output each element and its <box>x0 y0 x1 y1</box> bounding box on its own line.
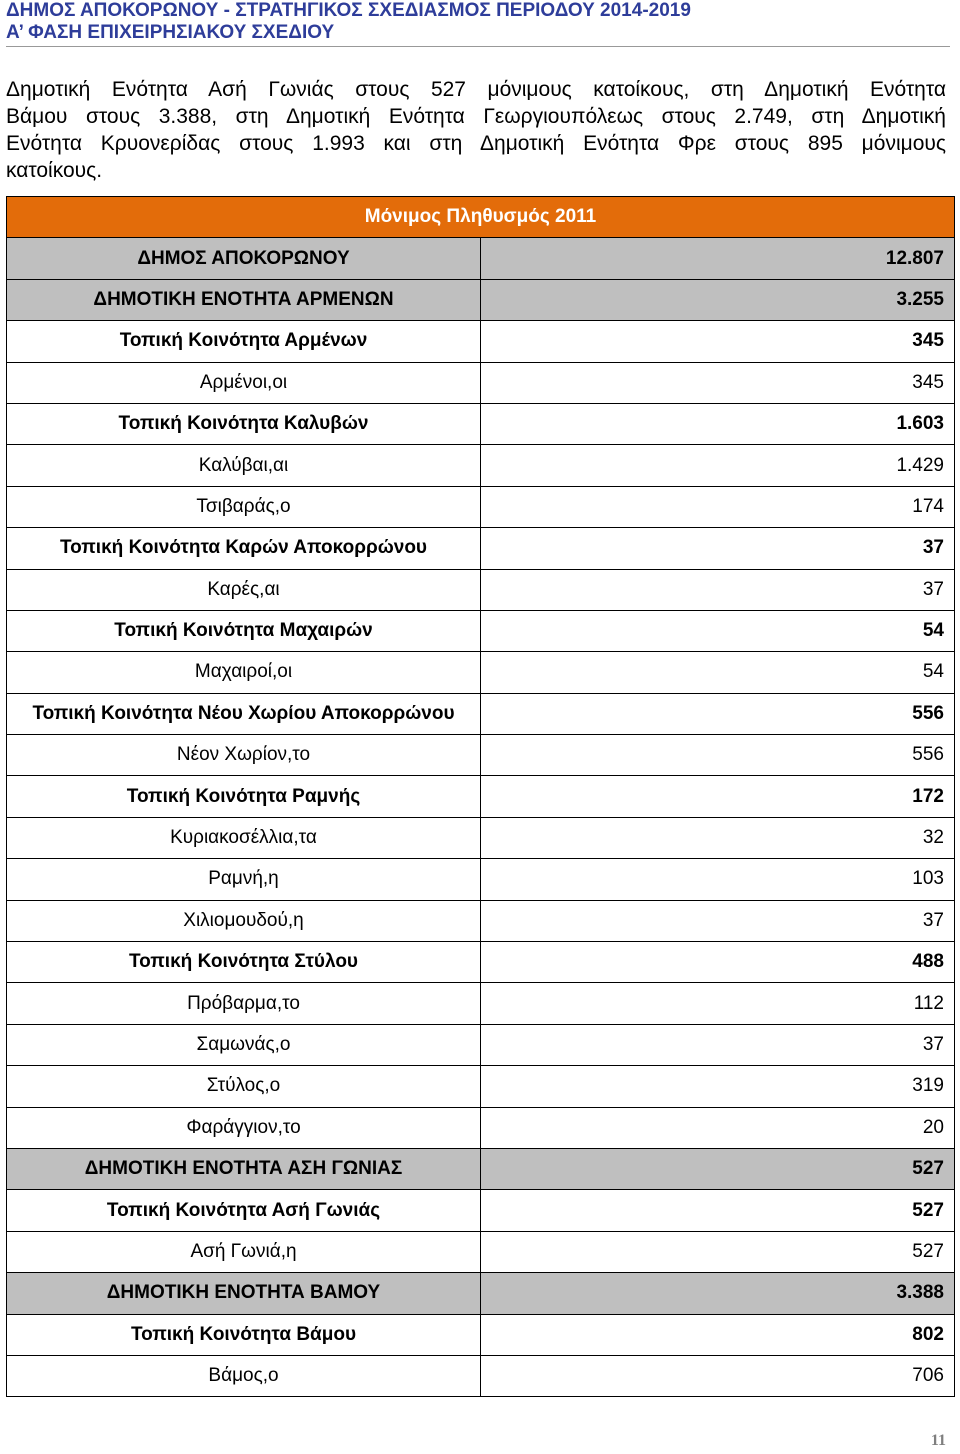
table-row <box>7 1355 955 1396</box>
table-row <box>7 900 955 941</box>
population-value-cell: 32 <box>481 817 955 858</box>
population-value-cell: 802 <box>481 1314 955 1355</box>
population-value-cell: 706 <box>481 1355 955 1396</box>
population-value-cell: 556 <box>481 735 955 776</box>
area-name-cell: Φαράγγιον,το <box>7 1107 481 1148</box>
population-table <box>6 196 955 1397</box>
population-value-cell: 345 <box>481 321 955 362</box>
table-title-row <box>7 197 955 238</box>
area-name-cell: ΔΗΜΟΤΙΚΗ ΕΝΟΤΗΤΑ ΑΡΜΕΝΩΝ <box>7 279 481 320</box>
table-row <box>7 1314 955 1355</box>
table-row <box>7 569 955 610</box>
population-value-cell: 103 <box>481 859 955 900</box>
area-name-cell: Αρμένοι,οι <box>7 362 481 403</box>
table-row <box>7 652 955 693</box>
table-row <box>7 486 955 527</box>
table-row <box>7 362 955 403</box>
intro-line: Δημοτική Ενότητα Ασή Γωνιάς στους 527 μόνιμους κατοίκους, στη Δημοτική Ενότητα <box>6 78 946 101</box>
area-name-cell: Νέον Χωρίον,το <box>7 735 481 776</box>
table-row <box>7 859 955 900</box>
table-row <box>7 321 955 362</box>
table-title: Μόνιμος Πληθυσμός 2011 <box>7 197 955 238</box>
area-name-cell: Ραμνή,η <box>7 859 481 900</box>
table-row <box>7 1148 955 1189</box>
area-name-cell: Σαμωνάς,ο <box>7 1024 481 1065</box>
population-value-cell: 3.388 <box>481 1273 955 1314</box>
area-name-cell: ΔΗΜΟΣ ΑΠΟΚΟΡΩΝΟΥ <box>7 238 481 279</box>
population-value-cell: 556 <box>481 693 955 734</box>
table-row <box>7 693 955 734</box>
population-value-cell: 527 <box>481 1190 955 1231</box>
area-name-cell: Τσιβαράς,ο <box>7 486 481 527</box>
area-name-cell: Τοπική Κοινότητα Μαχαιρών <box>7 610 481 651</box>
table-row <box>7 610 955 651</box>
area-name-cell: Βάμος,ο <box>7 1355 481 1396</box>
table-row <box>7 1273 955 1314</box>
header-title: ΔΗΜΟΣ ΑΠΟΚΟΡΩΝΟΥ - ΣΤΡΑΤΗΓΙΚΟΣ ΣΧΕΔΙΑΣΜΟΣ ΠΕΡΙΟΔΟΥ 2014-2019 <box>6 0 691 21</box>
table-row <box>7 1231 955 1272</box>
intro-line: Βάμου στους 3.388, στη Δημοτική Ενότητα Γεωργιουπόλεως στους 2.749, στη Δημοτική <box>6 105 946 128</box>
population-value-cell: 319 <box>481 1066 955 1107</box>
area-name-cell: Τοπική Κοινότητα Καρών Αποκορρώνου <box>7 528 481 569</box>
page-number: 11 <box>930 1432 946 1449</box>
area-name-cell: Τοπική Κοινότητα Ασή Γωνιάς <box>7 1190 481 1231</box>
population-value-cell: 12.807 <box>481 238 955 279</box>
population-value-cell: 54 <box>481 652 955 693</box>
population-value-cell: 37 <box>481 900 955 941</box>
area-name-cell: ΔΗΜΟΤΙΚΗ ΕΝΟΤΗΤΑ ΒΑΜΟΥ <box>7 1273 481 1314</box>
population-value-cell: 54 <box>481 610 955 651</box>
population-value-cell: 527 <box>481 1148 955 1189</box>
area-name-cell: Ασή Γωνιά,η <box>7 1231 481 1272</box>
table-row <box>7 238 955 279</box>
area-name-cell: Πρόβαρμα,το <box>7 983 481 1024</box>
area-name-cell: Τοπική Κοινότητα Νέου Χωρίου Αποκορρώνου <box>7 693 481 734</box>
area-name-cell: Καλύβαι,αι <box>7 445 481 486</box>
intro-line: κατοίκους. <box>6 159 103 182</box>
area-name-cell: Τοπική Κοινότητα Αρμένων <box>7 321 481 362</box>
population-value-cell: 37 <box>481 528 955 569</box>
population-value-cell: 172 <box>481 776 955 817</box>
population-value-cell: 488 <box>481 942 955 983</box>
intro-paragraph <box>6 76 946 184</box>
population-value-cell: 1.429 <box>481 445 955 486</box>
population-value-cell: 20 <box>481 1107 955 1148</box>
population-value-cell: 1.603 <box>481 403 955 444</box>
area-name-cell: Τοπική Κοινότητα Στύλου <box>7 942 481 983</box>
table-row <box>7 1024 955 1065</box>
population-value-cell: 37 <box>481 569 955 610</box>
table-row <box>7 776 955 817</box>
area-name-cell: Τοπική Κοινότητα Βάμου <box>7 1314 481 1355</box>
table-row <box>7 817 955 858</box>
table-row <box>7 1190 955 1231</box>
table-row <box>7 403 955 444</box>
population-value-cell: 527 <box>481 1231 955 1272</box>
area-name-cell: Χιλιομουδού,η <box>7 900 481 941</box>
page-header <box>6 0 950 47</box>
area-name-cell: Τοπική Κοινότητα Καλυβών <box>7 403 481 444</box>
area-name-cell: Στύλος,ο <box>7 1066 481 1107</box>
population-value-cell: 37 <box>481 1024 955 1065</box>
table-row <box>7 445 955 486</box>
table-row <box>7 735 955 776</box>
header-subtitle: Α’ ΦΑΣΗ ΕΠΙΧΕΙΡΗΣΙΑΚΟΥ ΣΧΕΔΙΟΥ <box>6 22 335 43</box>
area-name-cell: Τοπική Κοινότητα Ραμνής <box>7 776 481 817</box>
area-name-cell: Καρές,αι <box>7 569 481 610</box>
area-name-cell: Κυριακοσέλλια,τα <box>7 817 481 858</box>
table-row <box>7 528 955 569</box>
table-row <box>7 942 955 983</box>
population-value-cell: 112 <box>481 983 955 1024</box>
table-row <box>7 983 955 1024</box>
area-name-cell: Μαχαιροί,οι <box>7 652 481 693</box>
intro-line: Ενότητα Κρυονερίδας στους 1.993 και στη Δημοτική Ενότητα Φρε στους 895 μόνιμους <box>6 132 946 155</box>
population-value-cell: 3.255 <box>481 279 955 320</box>
table-row <box>7 1066 955 1107</box>
population-value-cell: 174 <box>481 486 955 527</box>
population-value-cell: 345 <box>481 362 955 403</box>
area-name-cell: ΔΗΜΟΤΙΚΗ ΕΝΟΤΗΤΑ ΑΣΗ ΓΩΝΙΑΣ <box>7 1148 481 1189</box>
table-row <box>7 1107 955 1148</box>
table-row <box>7 279 955 320</box>
